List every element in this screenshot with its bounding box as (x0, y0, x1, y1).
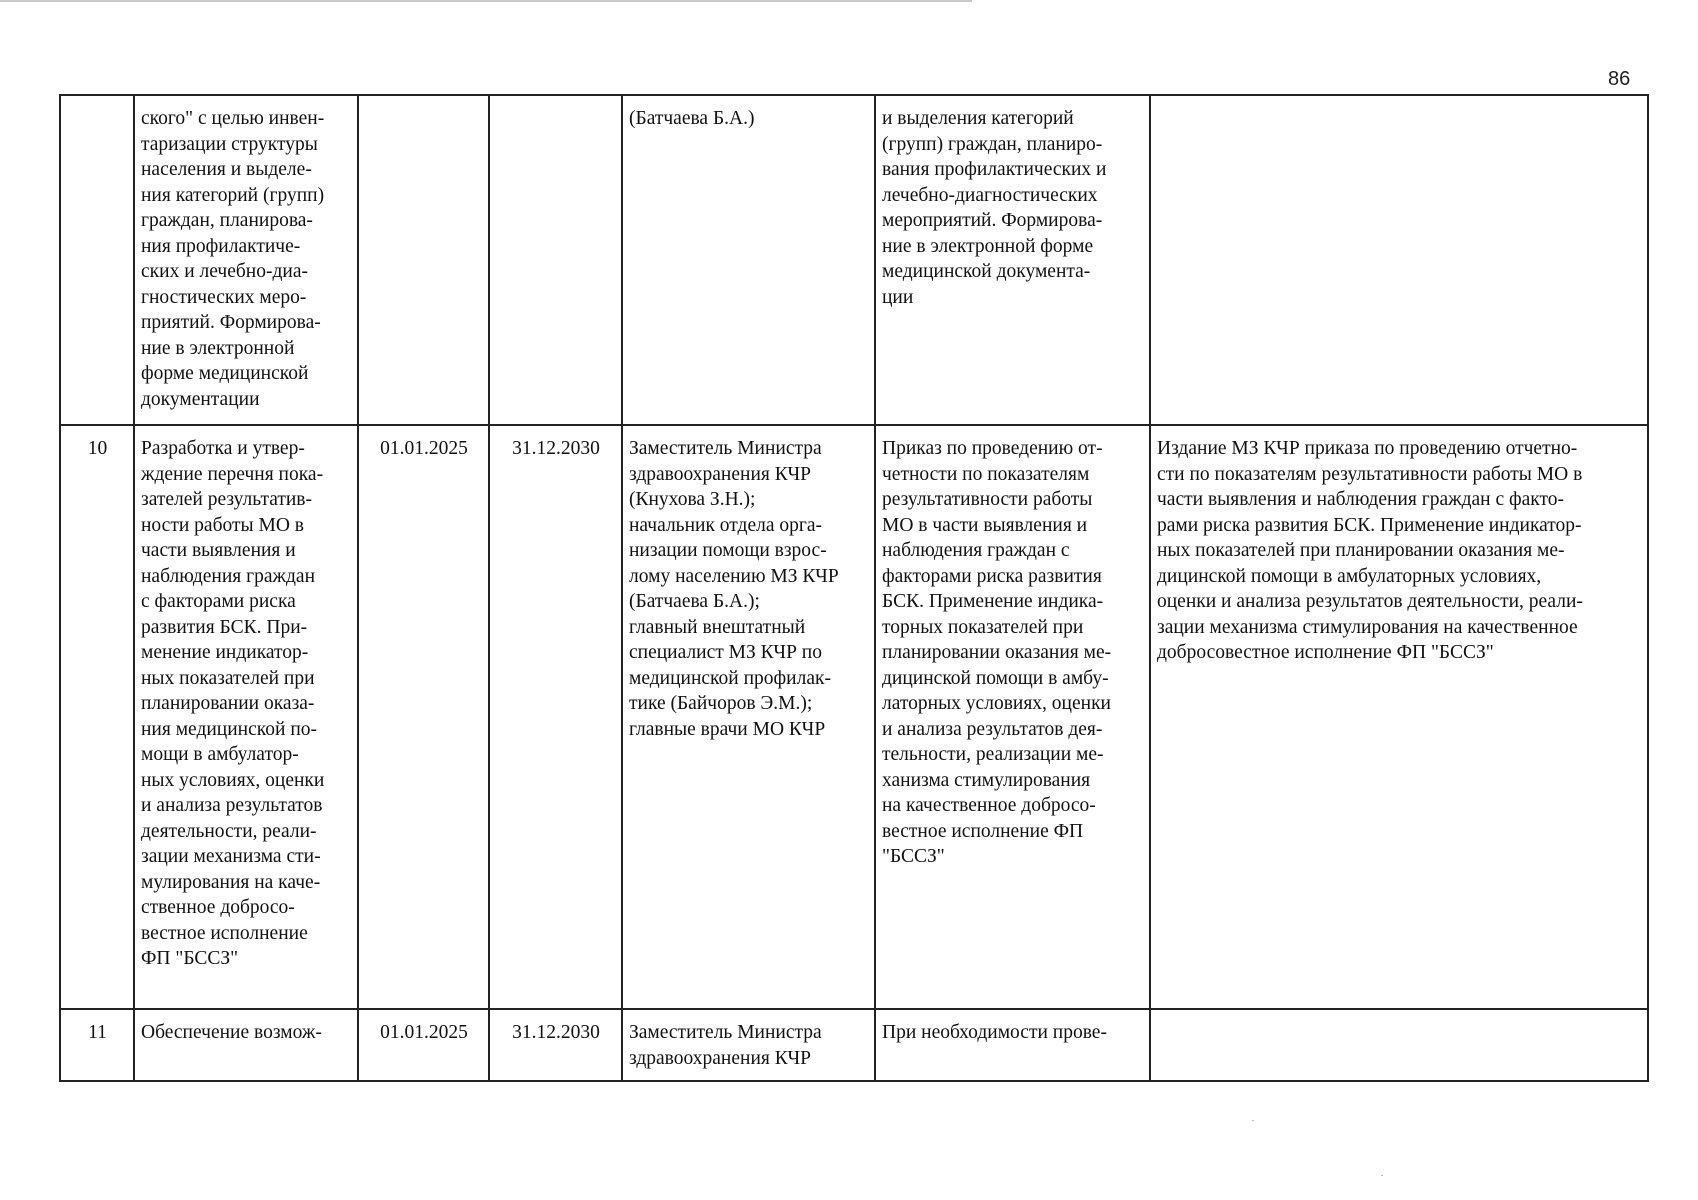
table-row (60, 425, 1648, 1009)
plan-table (59, 94, 1649, 1082)
table-row (60, 1009, 1648, 1081)
scan-speck (1252, 1120, 1254, 1121)
event-cell: Разработка и утвер- ждение перечня пока- зателей результатив- ности работы МО в части выявления и наблюдения граждан с факторами риска развития БСК. При- менение индикатор- ных показателей при планировании оказа- ния медицинской по- мощи в амбулатор- ных условиях, оценки и анализа результатов деятельности, реали- зации механизма сти- мулирования на каче- ственное добросо- вестное исполнение ФП "БССЗ" (134, 425, 358, 1009)
scan-speck (1381, 1175, 1383, 1176)
start-date-cell: 01.01.2025 (358, 425, 489, 1009)
start-date-cell: 01.01.2025 (358, 1009, 489, 1081)
row-number-cell (60, 95, 134, 425)
responsible-cell: Заместитель Министра здравоохранения КЧР (Кнухова З.Н.); начальник отдела орга- низации помощи взрос- лому населению МЗ КЧР (Батчаева Б.А.); главный внештатный специалист МЗ КЧР по медицинской профилак- тике (Байчоров Э.М.); главные врачи МО КЧР (622, 425, 875, 1009)
end-date-cell: 31.12.2030 (489, 1009, 622, 1081)
end-date-cell: 31.12.2030 (489, 425, 622, 1009)
end-date-cell (489, 95, 622, 425)
scan-top-edge (0, 0, 972, 2)
start-date-cell (358, 95, 489, 425)
responsible-cell: Заместитель Министра здравоохранения КЧР (622, 1009, 875, 1081)
event-cell: Обеспечение возмож- (134, 1009, 358, 1081)
indicator-cell: Издание МЗ КЧР приказа по проведению отчетно- сти по показателям результативности работы МО в части выявления и наблюдения граждан с факто- рами риска развития БСК. Применение индикатор- ных показателей при планировании оказания ме- дицинской помощи в амбулаторных условиях, оценки и анализа результатов деятельности, реали- зации механизма стимулирования на качественное добросовестное исполнение ФП "БССЗ" (1150, 425, 1648, 1009)
row-number-cell: 10 (60, 425, 134, 1009)
indicator-cell (1150, 95, 1648, 425)
event-cell: ского" с целью инвен- таризации структуры населения и выделе- ния категорий (групп) граждан, планирова- ния профилактиче- ских и лечебно-диа- гностических меро- приятий. Формирова- ние в электронной форме медицинской документации (134, 95, 358, 425)
table-row (60, 95, 1648, 425)
result-cell: При необходимости прове- (875, 1009, 1150, 1081)
result-cell: Приказ по проведению от- четности по показателям результативности работы МО в части выявления и наблюдения граждан с факторами риска развития БСК. Применение индика- торных показателей при планировании оказания ме- дицинской помощи в амбу- латорных условиях, оценки и анализа результатов дея- тельности, реализации ме- ханизма стимулирования на качественное добросо- вестное исполнение ФП "БССЗ" (875, 425, 1150, 1009)
page-number: 86 (1608, 68, 1631, 90)
indicator-cell (1150, 1009, 1648, 1081)
row-number-cell: 11 (60, 1009, 134, 1081)
result-cell: и выделения категорий (групп) граждан, планиро- вания профилактических и лечебно-диагностических мероприятий. Формирова- ние в электронной форме медицинской документа- ции (875, 95, 1150, 425)
responsible-cell: (Батчаева Б.А.) (622, 95, 875, 425)
